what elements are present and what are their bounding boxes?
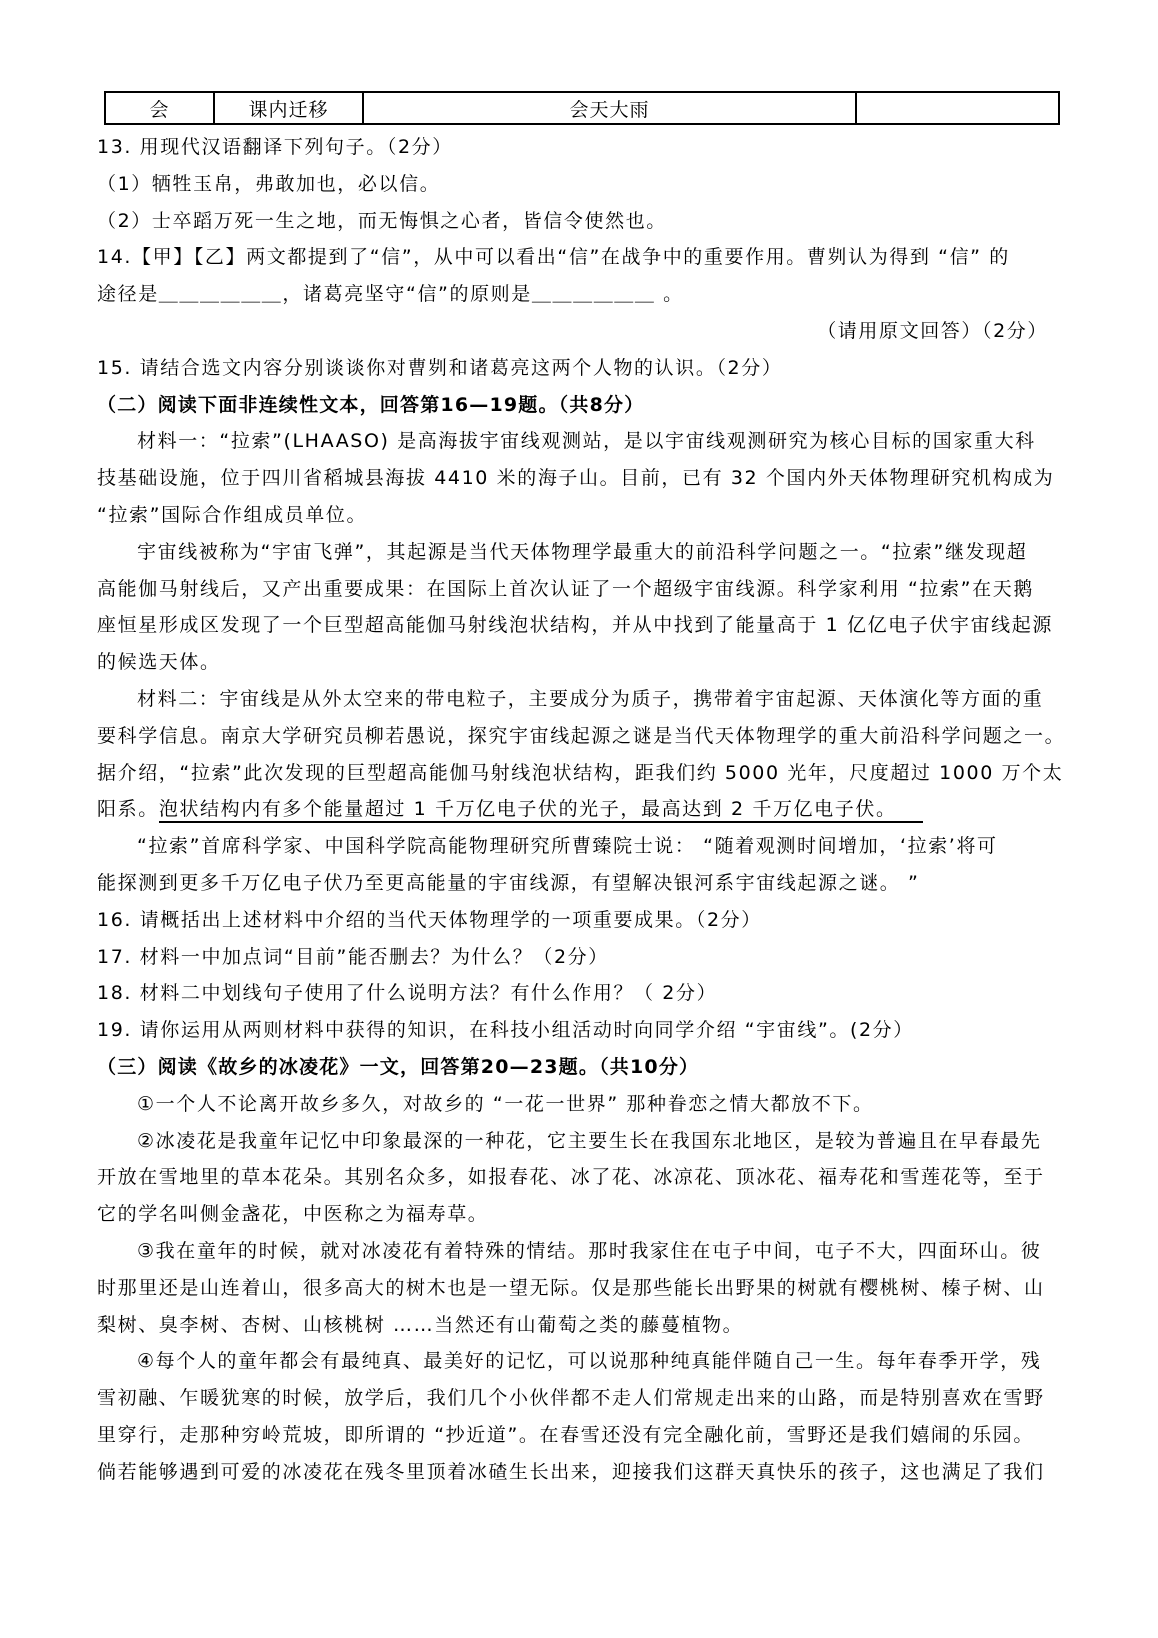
text-line: 开放在雪地里的草本花朵。其别名众多，如报春花、冰了花、冰凉花、顶冰花、福寿花和雪莲花等，至于 bbox=[97, 1166, 1045, 1189]
table-cell-example: 会天大雨 bbox=[363, 92, 856, 124]
text-line: 技基础设施，位于四川省稻城县海拔 4410 米的海子山。目前，已有 32 个国内外天体物理研究机构成为 bbox=[97, 467, 1055, 490]
text-line: ②冰凌花是我童年记忆中印象最深的一种花，它主要生长在我国东北地区，是较为普遍且在早春最先 bbox=[137, 1129, 1042, 1152]
text-segment: 阳系。 bbox=[97, 798, 159, 821]
table-cell-method: 课内迁移 bbox=[214, 92, 363, 124]
text-line: 倘若能够遇到可爱的冰凌花在残冬里顶着冰碴生长出来，迎接我们这群天真快乐的孩子，这也满足了我们 bbox=[97, 1460, 1045, 1483]
text-line: （1）牺牲玉帛，弗敢加也，必以信。 bbox=[97, 172, 441, 195]
table-cell-word: 会 bbox=[105, 92, 214, 124]
text-line: 高能伽马射线后，又产出重要成果：在国际上首次认证了一个超级宇宙线源。科学家利用 “拉索”在天鹅 bbox=[97, 577, 1034, 600]
text-line: “拉索”国际合作组成员单位。 bbox=[97, 503, 368, 526]
text-line: 19. 请你运用从两则材料中获得的知识，在科技小组活动时向同学介绍 “宇宙线”。(2分） bbox=[97, 1019, 914, 1042]
text-line: 梨树、臭李树、杏树、山核桃树 ……当然还有山葡萄之类的藤蔓植物。 bbox=[97, 1313, 744, 1336]
text-line: 座恒星形成区发现了一个巨型超高能伽马射线泡状结构，并从中找到了能量高于 1 亿亿电子伏宇宙线起源 bbox=[97, 614, 1053, 637]
text-line: 途径是＿＿＿＿＿＿，诸葛亮坚守“信”的原则是＿＿＿＿＿＿ 。 bbox=[97, 283, 684, 306]
text-line: 14.【甲】【乙】两文都提到了“信”，从中可以看出“信”在战争中的重要作用。曹刿认为得到 “信” 的 bbox=[97, 246, 1010, 269]
text-line: 时那里还是山连着山，很多高大的树木也是一望无际。仅是那些能长出野果的树就有樱桃树、榛子树、山 bbox=[97, 1276, 1045, 1299]
underlined-sentence: 泡状结构内有多个能量超过 1 千万亿电子伏的光子，最高达到 2 千万亿电子伏。 bbox=[159, 798, 923, 823]
text-line: （二）阅读下面非连续性文本，回答第16—19题。（共8分） bbox=[97, 393, 645, 416]
text-line: “拉索”首席科学家、中国科学院高能物理研究所曹臻院士说： “随着观测时间增加，‘拉索’将可 bbox=[137, 835, 998, 858]
vocabulary-table bbox=[104, 91, 1060, 125]
text-line: 宇宙线被称为“宇宙飞弹”，其起源是当代天体物理学最重大的前沿科学问题之一。“拉索”继发现超 bbox=[137, 540, 1028, 563]
text-line: 15. 请结合选文内容分别谈谈你对曹刿和诸葛亮这两个人物的认识。（2分） bbox=[97, 356, 783, 379]
text-line: 的候选天体。 bbox=[97, 651, 221, 674]
text-line: 里穿行，走那种穷岭荒坡，即所谓的 “抄近道”。在春雪还没有完全融化前，雪野还是我们嬉闹的乐园。 bbox=[97, 1423, 1034, 1446]
text-line: （请用原文回答）（2分） bbox=[817, 319, 1048, 342]
text-line: 能探测到更多千万亿电子伏乃至更高能量的宇宙线源，有望解决银河系宇宙线起源之谜。 ” bbox=[97, 871, 920, 894]
document-body bbox=[0, 129, 1158, 1490]
text-line: ①一个人不论离开故乡多久，对故乡的 “一花一世界” 那种眷恋之情大都放不下。 bbox=[137, 1092, 874, 1115]
text-line: 据介绍，“拉索”此次发现的巨型超高能伽马射线泡状结构，距我们约 5000 光年，尺度超过 1000 万个太 bbox=[97, 761, 1064, 784]
text-line: 材料二：宇宙线是从外太空来的带电粒子，主要成分为质子，携带着宇宙起源、天体演化等方面的重 bbox=[137, 687, 1044, 710]
text-line: 16. 请概括出上述材料中介绍的当代天体物理学的一项重要成果。（2分） bbox=[97, 908, 762, 931]
text-line: ③我在童年的时候，就对冰凌花有着特殊的情结。那时我家住在屯子中间，屯子不大，四面环山。彼 bbox=[137, 1239, 1042, 1262]
text-line: 17. 材料一中加点词“目前”能否删去？为什么？（2分） bbox=[97, 945, 609, 968]
text-line: 它的学名叫侧金盏花，中医称之为福寿草。 bbox=[97, 1203, 489, 1226]
text-line: 材料一：“拉索”(LHAASO) 是高海拔宇宙线观测站，是以宇宙线观测研究为核心目标的国家重大科 bbox=[137, 430, 1036, 453]
text-line: 13. 用现代汉语翻译下列句子。（2分） bbox=[97, 136, 453, 158]
text-line: （三）阅读《故乡的冰凌花》一文，回答第20—23题。（共10分） bbox=[97, 1055, 700, 1078]
table-cell-empty bbox=[856, 92, 1059, 124]
text-line: （2）士卒蹈万死一生之地，而无悔惧之心者，皆信令使然也。 bbox=[97, 209, 667, 232]
text-line: 雪初融、乍暖犹寒的时候，放学后，我们几个小伙伴都不走人们常规走出来的山路，而是特别喜欢在雪野 bbox=[97, 1387, 1045, 1410]
text-line: 要科学信息。南京大学研究员柳若愚说，探究宇宙线起源之谜是当代天体物理学的重大前沿科学问题之一。 bbox=[97, 724, 1066, 747]
table-row bbox=[105, 92, 1059, 124]
text-line bbox=[97, 791, 1098, 828]
text-line: 18. 材料二中划线句子使用了什么说明方法？有什么作用？（ 2分） bbox=[97, 982, 718, 1005]
text-line: ④每个人的童年都会有最纯真、最美好的记忆，可以说那种纯真能伴随自己一生。每年春季开学，残 bbox=[137, 1350, 1042, 1373]
